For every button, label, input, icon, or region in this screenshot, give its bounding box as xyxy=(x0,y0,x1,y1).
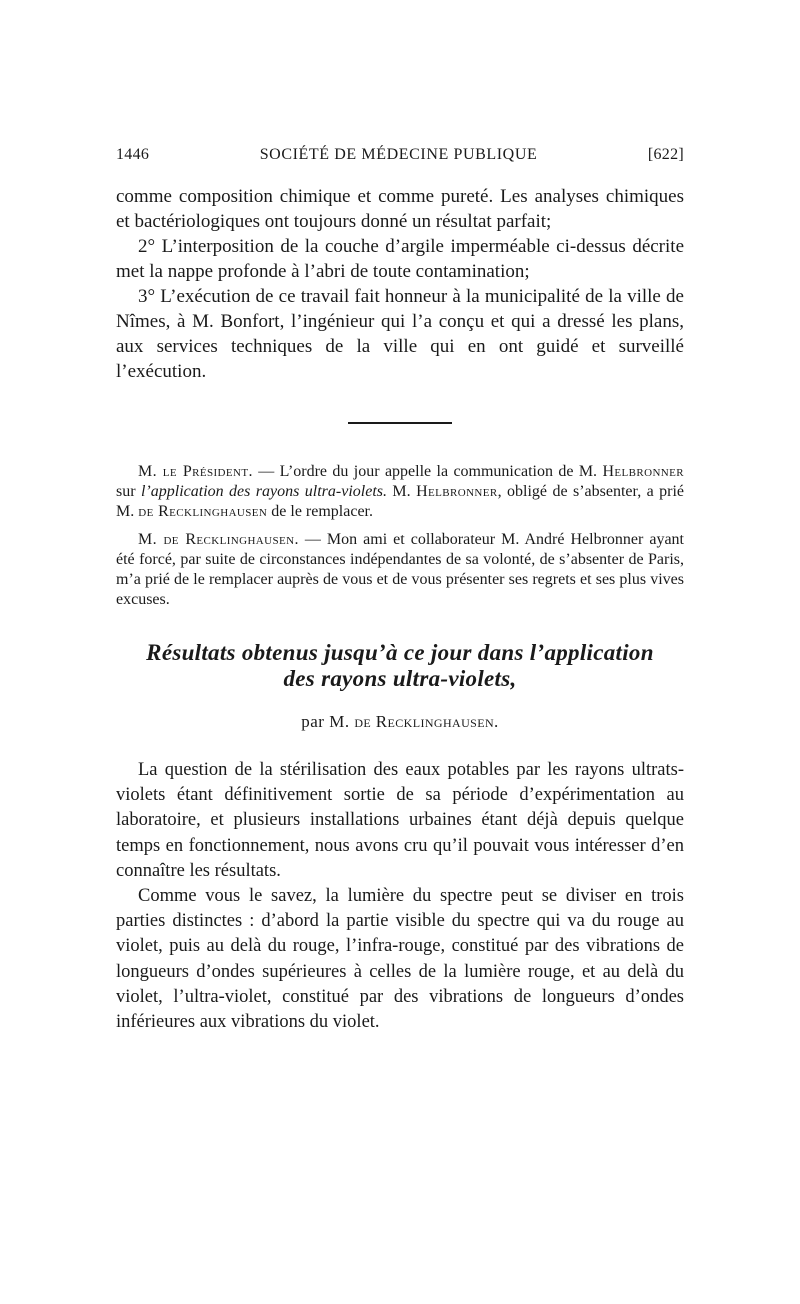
article-body xyxy=(116,758,684,1035)
remark-text: — Mon ami et collaborateur M. André Helbronner ayant été forcé, par suite de circonstances indépendantes de sa volonté, de s’absenter de Paris, m’a prié de le remplacer auprès de vous et de vous présenter ses regrets et ses plus vives excuses. xyxy=(116,531,685,608)
byline-prefix: par M. xyxy=(301,712,355,731)
byline xyxy=(116,712,684,732)
section-title xyxy=(116,640,684,692)
body-paragraph-1: La question de la stérilisation des eaux potables par les rayons ultrats-violets étant définitivement sortie de sa période d’expérimentation au laboratoire, et plusieurs installations urbaines étant déjà depuis quelque temps en fonctionnement, nous avons cru qu’il pouvait vous intéresser d’en connaître les résultats. xyxy=(116,760,684,881)
president-remark xyxy=(116,462,684,522)
running-title: SOCIÉTÉ DE MÉDECINE PUBLIQUE xyxy=(259,146,538,163)
bracket-page-number: [622] xyxy=(647,146,684,163)
intro-paragraph-3: 3° L’exécution de ce travail fait honneur à la municipalité de la ville de Nîmes, à M. Bonfort, l’ingénieur qui l’a conçu et qui a dressé les plans, aux services techniques de la ville qui en ont guidé et surveillé l’exécution. xyxy=(116,286,684,382)
remark-text: M. xyxy=(387,483,417,500)
body-paragraph-2: Comme vous le savez, la lumière du spectre peut se diviser en trois parties distinctes : d’abord la partie visible du spectre qui va du rouge au violet, puis au delà du rouge, l’infra-rouge, constitué par des vibrations de longueurs d’ondes supérieures à celles de la lumière rouge, et au delà du violet, l’ultra-violet, constitué par des vibrations de longueurs d’ondes inférieures aux vibrations du violet. xyxy=(116,886,684,1033)
section-divider xyxy=(348,422,452,424)
page-number: 1446 xyxy=(116,146,150,163)
remark-text: sur xyxy=(116,483,141,500)
page xyxy=(116,146,684,1035)
intro-text xyxy=(116,184,684,384)
remark-text: — L’ordre du jour appelle la communication de M. xyxy=(252,463,603,480)
speaker-president: M. le Président. xyxy=(138,463,253,480)
section-title-line-1: Résultats obtenus jusqu’à ce jour dans l’application xyxy=(146,640,654,665)
intro-paragraph-1: comme composition chimique et comme pureté. Les analyses chimiques et bactériologiques ont toujours donné un résultat parfait; xyxy=(116,186,684,232)
person-name: Helbronner xyxy=(602,463,684,480)
communication-title: l’application des rayons ultra-violets. xyxy=(140,483,387,500)
speaker-recklinghausen: M. de Recklinghausen. xyxy=(138,531,299,548)
remark-text: de le remplacer. xyxy=(267,503,373,520)
recklinghausen-remark xyxy=(116,530,684,610)
person-name: de Recklinghausen xyxy=(138,503,268,520)
byline-author: de Recklinghausen. xyxy=(354,712,499,731)
discussion xyxy=(116,462,684,610)
remark-text: , obligé de s’absenter, a prié M. xyxy=(116,483,685,520)
intro-paragraph-2: 2° L’interposition de la couche d’argile imperméable ci-dessus décrite met la nappe profonde à l’abri de toute contamination; xyxy=(116,236,684,282)
person-name: Helbronner xyxy=(416,483,498,500)
running-header xyxy=(116,146,684,164)
section-title-line-2: des rayons ultra-violets, xyxy=(283,666,517,691)
